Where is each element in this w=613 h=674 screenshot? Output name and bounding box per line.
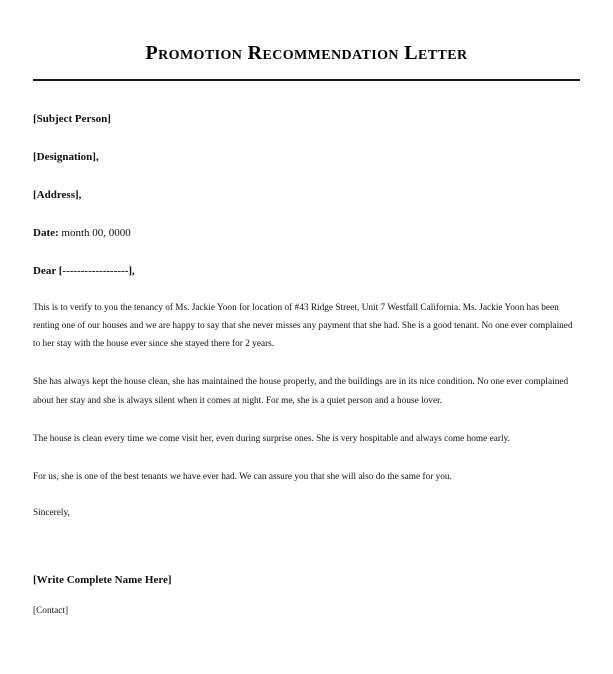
signature-name-placeholder: [Write Complete Name Here] <box>33 573 172 586</box>
page-title: Promotion Recommendation Letter <box>145 42 468 64</box>
document-content <box>33 0 580 616</box>
contact-placeholder: [Contact] <box>33 605 69 616</box>
body-paragraph-4: For us, she is one of the best tenants we have ever had. We can assure you that she will also do the same for you. <box>33 471 452 482</box>
title-divider <box>33 79 580 81</box>
body-paragraph-1: This is to verify to you the tenancy of Ms. Jackie Yoon for location of #43 Ridge Street, Unit 7 Westfall California. Ms. Jackie Yoon has been renting one of our houses and we are happy to say that she never misses any payment that she had. She is a good tenant. No one ever complained to her stay with the house ever since she stayed there for 2 years. <box>33 303 573 350</box>
field-designation: [Designation], <box>33 151 99 163</box>
field-subject-person: [Subject Person] <box>33 113 111 125</box>
date-label: Date: <box>33 227 59 239</box>
body-paragraph-2: She has always kept the house clean, she has maintained the house properly, and the buildings are in its nice condition. No one ever complained about her stay and she is always silent when it comes at night. For me, she is a quiet person and a house lover. <box>33 377 569 406</box>
field-date <box>33 227 580 239</box>
body-paragraph-3: The house is clean every time we come visit her, even during surprise ones. She is very hospitable and always come home early. <box>33 433 510 444</box>
signoff-text: Sincerely, <box>33 507 70 518</box>
date-value: month 00, 0000 <box>61 227 131 239</box>
field-salutation: Dear [------------------], <box>33 265 135 277</box>
field-address: [Address], <box>33 189 82 201</box>
